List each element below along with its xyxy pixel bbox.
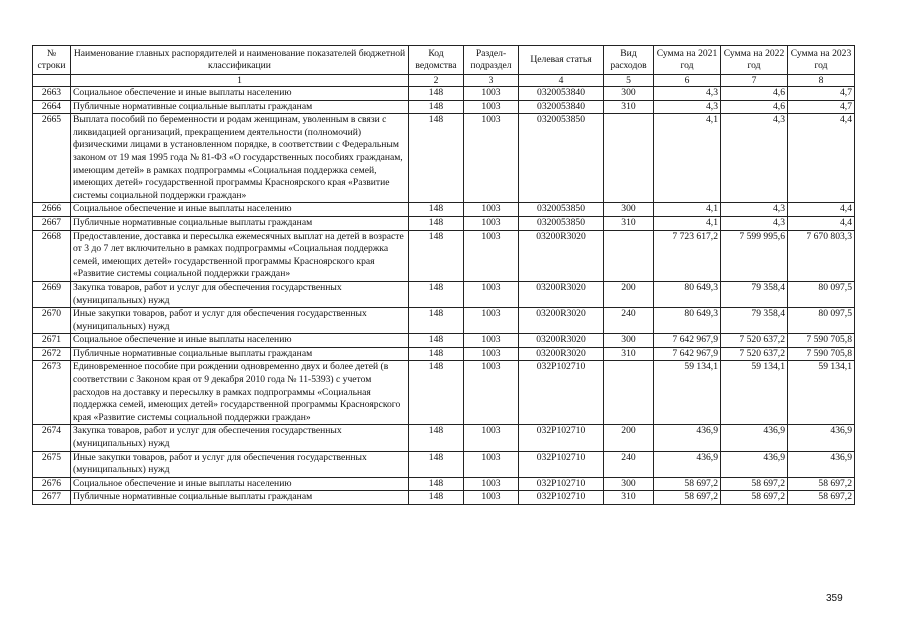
row-name: Единовременное пособие при рождении одновременно двух и более детей (в соответствии с Законом края от 9 декабря 2010 года № 11-5393) с учетом расходов на доставку и пересылку в рамках подпрограммы «Социальная поддержка семей, имеющих детей» государственной программы Красноярского края «Развитие системы социальной поддержки граждан» [71, 361, 409, 425]
row-dept-code: 148 [409, 87, 464, 101]
table-row [33, 230, 855, 281]
row-section: 1003 [464, 334, 519, 348]
header-sum-2021: Сумма на 2021 год [654, 46, 721, 75]
row-sum-2021: 4,3 [654, 100, 721, 114]
row-dept-code: 148 [409, 114, 464, 203]
row-target-article: 03200R3020 [519, 281, 604, 307]
column-number: 5 [604, 75, 654, 87]
row-section: 1003 [464, 281, 519, 307]
row-number: 2666 [33, 203, 71, 217]
row-sum-2022: 4,3 [721, 216, 788, 230]
row-sum-2021: 436,9 [654, 451, 721, 477]
row-sum-2023: 7 590 705,8 [788, 347, 855, 361]
row-section: 1003 [464, 347, 519, 361]
header-target-article: Целевая статья [519, 46, 604, 75]
row-dept-code: 148 [409, 203, 464, 217]
row-sum-2022: 58 697,2 [721, 477, 788, 491]
column-number: 6 [654, 75, 721, 87]
row-target-article: 0320053850 [519, 216, 604, 230]
row-sum-2021: 58 697,2 [654, 477, 721, 491]
row-expense-kind: 240 [604, 451, 654, 477]
row-section: 1003 [464, 425, 519, 451]
row-sum-2022: 79 358,4 [721, 281, 788, 307]
header-expense-kind: Вид расходов [604, 46, 654, 75]
row-sum-2022: 7 520 637,2 [721, 334, 788, 348]
row-name: Социальное обеспечение и иные выплаты населению [71, 87, 409, 101]
row-sum-2021: 80 649,3 [654, 308, 721, 334]
column-number-row [33, 75, 855, 87]
row-name: Предоставление, доставка и пересылка ежемесячных выплат на детей в возрасте от 3 до 7 лет включительно в рамках подпрограммы «Социальная поддержка семей, имеющих детей» государственной программы Красноярского края «Развитие системы социальной поддержки граждан» [71, 230, 409, 281]
row-target-article: 03200R3020 [519, 347, 604, 361]
row-number: 2664 [33, 100, 71, 114]
row-sum-2022: 4,3 [721, 114, 788, 203]
row-section: 1003 [464, 100, 519, 114]
row-sum-2021: 7 642 967,9 [654, 334, 721, 348]
row-expense-kind [604, 230, 654, 281]
row-sum-2022: 436,9 [721, 451, 788, 477]
row-dept-code: 148 [409, 361, 464, 425]
row-number: 2673 [33, 361, 71, 425]
table-row [33, 87, 855, 101]
row-sum-2023: 80 097,5 [788, 281, 855, 307]
row-sum-2021: 7 642 967,9 [654, 347, 721, 361]
table-row [33, 281, 855, 307]
row-name: Иные закупки товаров, работ и услуг для обеспечения государственных (муниципальных) нужд [71, 308, 409, 334]
row-sum-2022: 4,3 [721, 203, 788, 217]
row-sum-2023: 80 097,5 [788, 308, 855, 334]
row-dept-code: 148 [409, 230, 464, 281]
row-sum-2023: 58 697,2 [788, 491, 855, 505]
row-number: 2676 [33, 477, 71, 491]
row-sum-2023: 4,4 [788, 114, 855, 203]
row-name: Публичные нормативные социальные выплаты гражданам [71, 491, 409, 505]
row-expense-kind: 310 [604, 100, 654, 114]
table-row [33, 451, 855, 477]
table-row [33, 361, 855, 425]
row-target-article: 032P102710 [519, 451, 604, 477]
row-section: 1003 [464, 114, 519, 203]
row-sum-2021: 80 649,3 [654, 281, 721, 307]
header-sum-2023: Сумма на 2023 год [788, 46, 855, 75]
row-name: Закупка товаров, работ и услуг для обеспечения государственных (муниципальных) нужд [71, 281, 409, 307]
table-row [33, 334, 855, 348]
row-number: 2672 [33, 347, 71, 361]
row-dept-code: 148 [409, 308, 464, 334]
row-number: 2671 [33, 334, 71, 348]
row-sum-2022: 58 697,2 [721, 491, 788, 505]
page-number: 359 [826, 593, 843, 604]
table-row [33, 100, 855, 114]
row-number: 2663 [33, 87, 71, 101]
row-target-article: 032P102710 [519, 425, 604, 451]
row-sum-2022: 4,6 [721, 87, 788, 101]
row-section: 1003 [464, 216, 519, 230]
row-dept-code: 148 [409, 347, 464, 361]
table-row [33, 425, 855, 451]
row-target-article: 0320053840 [519, 100, 604, 114]
row-number: 2670 [33, 308, 71, 334]
row-number: 2675 [33, 451, 71, 477]
row-sum-2023: 4,7 [788, 100, 855, 114]
header-dept-code: Код ведомства [409, 46, 464, 75]
row-number: 2674 [33, 425, 71, 451]
row-sum-2022: 79 358,4 [721, 308, 788, 334]
row-sum-2021: 59 134,1 [654, 361, 721, 425]
row-number: 2667 [33, 216, 71, 230]
row-sum-2023: 436,9 [788, 451, 855, 477]
table-row [33, 477, 855, 491]
row-sum-2022: 7 520 637,2 [721, 347, 788, 361]
row-expense-kind [604, 114, 654, 203]
row-target-article: 0320053850 [519, 203, 604, 217]
row-target-article: 032P102710 [519, 361, 604, 425]
row-sum-2023: 58 697,2 [788, 477, 855, 491]
column-number: 3 [464, 75, 519, 87]
row-dept-code: 148 [409, 281, 464, 307]
row-expense-kind: 310 [604, 491, 654, 505]
column-number: 8 [788, 75, 855, 87]
row-number: 2677 [33, 491, 71, 505]
row-expense-kind: 310 [604, 347, 654, 361]
row-number: 2668 [33, 230, 71, 281]
row-sum-2021: 436,9 [654, 425, 721, 451]
row-name: Социальное обеспечение и иные выплаты населению [71, 477, 409, 491]
row-expense-kind: 300 [604, 334, 654, 348]
row-sum-2021: 58 697,2 [654, 491, 721, 505]
column-number: 7 [721, 75, 788, 87]
row-section: 1003 [464, 87, 519, 101]
row-section: 1003 [464, 451, 519, 477]
row-sum-2021: 7 723 617,2 [654, 230, 721, 281]
row-expense-kind: 300 [604, 203, 654, 217]
row-target-article: 03200R3020 [519, 230, 604, 281]
row-sum-2022: 436,9 [721, 425, 788, 451]
row-sum-2022: 4,6 [721, 100, 788, 114]
row-sum-2023: 436,9 [788, 425, 855, 451]
row-target-article: 03200R3020 [519, 334, 604, 348]
row-section: 1003 [464, 230, 519, 281]
row-dept-code: 148 [409, 100, 464, 114]
row-name: Иные закупки товаров, работ и услуг для обеспечения государственных (муниципальных) нужд [71, 451, 409, 477]
header-name: Наименование главных распорядителей и наименование показателей бюджетной классификации [71, 46, 409, 75]
row-sum-2023: 7 670 803,3 [788, 230, 855, 281]
row-expense-kind: 310 [604, 216, 654, 230]
row-dept-code: 148 [409, 425, 464, 451]
header-sum-2022: Сумма на 2022 год [721, 46, 788, 75]
table-row [33, 216, 855, 230]
row-expense-kind: 300 [604, 477, 654, 491]
row-expense-kind: 200 [604, 281, 654, 307]
table-row [33, 491, 855, 505]
row-name: Публичные нормативные социальные выплаты гражданам [71, 100, 409, 114]
row-expense-kind: 240 [604, 308, 654, 334]
column-number: 2 [409, 75, 464, 87]
row-section: 1003 [464, 491, 519, 505]
column-number: 1 [71, 75, 409, 87]
budget-table [32, 45, 855, 505]
row-section: 1003 [464, 203, 519, 217]
table-row [33, 347, 855, 361]
header-row [33, 46, 855, 75]
column-number: 4 [519, 75, 604, 87]
table-row [33, 114, 855, 203]
row-name: Публичные нормативные социальные выплаты гражданам [71, 216, 409, 230]
row-dept-code: 148 [409, 477, 464, 491]
row-expense-kind: 300 [604, 87, 654, 101]
row-target-article: 032P102710 [519, 477, 604, 491]
row-dept-code: 148 [409, 334, 464, 348]
row-number: 2669 [33, 281, 71, 307]
row-section: 1003 [464, 361, 519, 425]
row-name: Закупка товаров, работ и услуг для обеспечения государственных (муниципальных) нужд [71, 425, 409, 451]
column-number [33, 75, 71, 87]
row-name: Социальное обеспечение и иные выплаты населению [71, 203, 409, 217]
row-section: 1003 [464, 308, 519, 334]
row-section: 1003 [464, 477, 519, 491]
table-row [33, 203, 855, 217]
row-target-article: 0320053840 [519, 87, 604, 101]
row-sum-2023: 59 134,1 [788, 361, 855, 425]
row-sum-2023: 4,7 [788, 87, 855, 101]
row-sum-2021: 4,1 [654, 216, 721, 230]
table-row [33, 308, 855, 334]
row-sum-2021: 4,3 [654, 87, 721, 101]
row-target-article: 032P102710 [519, 491, 604, 505]
row-target-article: 03200R3020 [519, 308, 604, 334]
row-sum-2021: 4,1 [654, 114, 721, 203]
budget-table-sheet [32, 45, 854, 505]
row-sum-2022: 59 134,1 [721, 361, 788, 425]
row-target-article: 0320053850 [519, 114, 604, 203]
row-dept-code: 148 [409, 216, 464, 230]
row-expense-kind: 200 [604, 425, 654, 451]
row-sum-2023: 4,4 [788, 203, 855, 217]
row-sum-2022: 7 599 995,6 [721, 230, 788, 281]
row-sum-2023: 4,4 [788, 216, 855, 230]
header-row-number: № строки [33, 46, 71, 75]
row-dept-code: 148 [409, 451, 464, 477]
row-number: 2665 [33, 114, 71, 203]
row-name: Публичные нормативные социальные выплаты гражданам [71, 347, 409, 361]
row-name: Социальное обеспечение и иные выплаты населению [71, 334, 409, 348]
row-sum-2023: 7 590 705,8 [788, 334, 855, 348]
row-name: Выплата пособий по беременности и родам женщинам, уволенным в связи с ликвидацией организаций, прекращением деятельности (полномочий) физическими лицами в установленном порядке, в соответствии с Федеральным законом от 19 мая 1995 года № 81-ФЗ «О государственных пособиях гражданам, имеющим детей» в рамках подпрограммы «Социальная поддержка семей, имеющих детей» государственной программы Красноярского края «Развитие системы социальной поддержки граждан» [71, 114, 409, 203]
header-section: Раздел-подраздел [464, 46, 519, 75]
row-expense-kind [604, 361, 654, 425]
row-sum-2021: 4,1 [654, 203, 721, 217]
row-dept-code: 148 [409, 491, 464, 505]
